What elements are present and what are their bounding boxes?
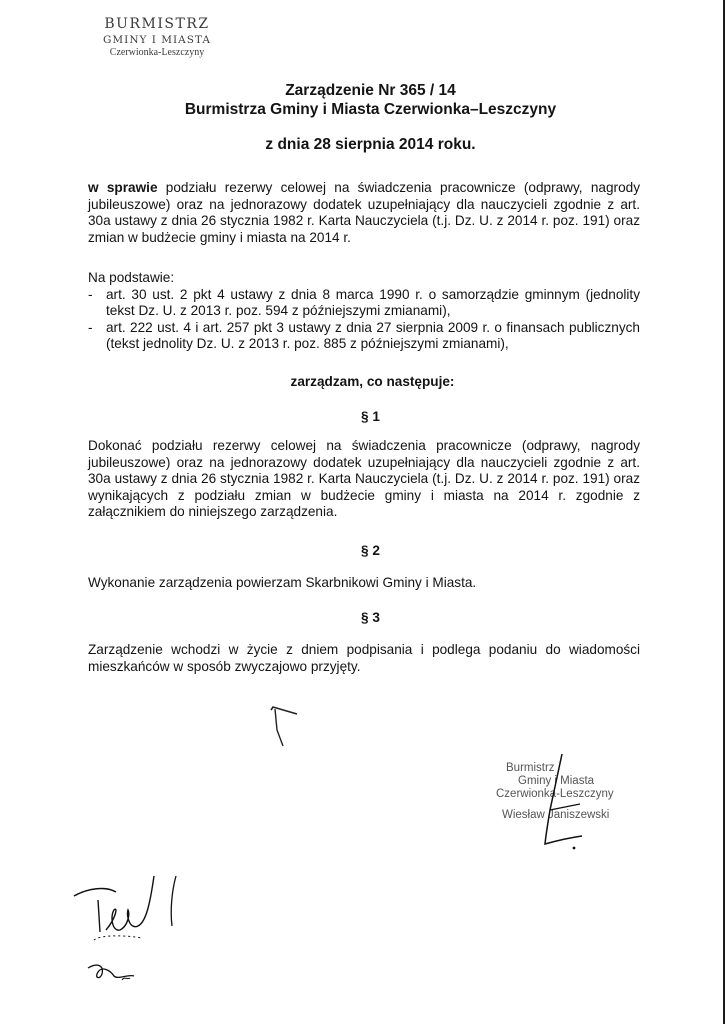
pen-mark [263, 702, 303, 752]
legal-basis-item-text: art. 222 ust. 4 i art. 257 pkt 3 ustawy z dnia 27 sierpnia 2009 r. o finansach publicznych (tekst jednolity Dz. U. z 2013 r. poz. 885 z późniejszymi zmianami), [106, 319, 640, 351]
header-stamp-line3: Czerwionka-Leszczyny [109, 47, 205, 58]
signature-stamp-line4: Wiesław Janiszewski [502, 809, 610, 821]
section-text-3: Zarządzenie wchodzi w życie z dniem podpisania i podlega podaniu do wiadomości mieszkańców w sposób zwyczajowo przyjęty. [88, 642, 640, 674]
legal-basis-item: - art. 222 ust. 4 i art. 257 pkt 3 ustawy z dnia 27 sierpnia 2009 r. o finansach publicznych (tekst jednolity Dz. U. z 2013 r. poz. 885 z późniejszymi zmianami), [88, 319, 640, 351]
legal-basis-item: - art. 30 ust. 2 pkt 4 ustawy z dnia 8 marca 1990 r. o samorządzie gminnym (jednolity tekst Dz. U. z 2013 r. poz. 594 z późniejszymi zmianami), [88, 286, 640, 318]
subject-paragraph [88, 180, 640, 246]
section-mark-1: § 1 [361, 409, 380, 424]
section-text-1: Dokonać podziału rezerwy celowej na świadczenia pracownicze (odprawy, nagrody jubileuszowe) oraz na jednorazowy dodatek uzupełniający dla nauczycieli zgodnie z art. 30a ustawy z dnia 26 stycznia 1982 r. Karta Nauczyciela (t.j. Dz. U. z 2014 r. poz. 191) oraz wynikających z podziału zmian w budżecie gminy i miasta na 2014 r. zgodnie z załącznikiem do niniejszego zarządzenia. [88, 438, 640, 519]
legal-basis-item-text: art. 30 ust. 2 pkt 4 ustawy z dnia 8 marca 1990 r. o samorządzie gminnym (jednolity tekst Dz. U. z 2013 r. poz. 594 z późniejszymi zmianami), [106, 286, 640, 318]
signature-stamp [490, 752, 640, 862]
header-stamp [62, 16, 252, 58]
signature-stamp-line1: Burmistrz [506, 762, 555, 774]
header-stamp-line2: GMINY I MIASTA [103, 34, 211, 46]
handwritten-signature-countersign [58, 870, 208, 1000]
subject-text: podziału rezerwy celowej na świadczenia pracownicze (odprawy, nagrody jubileuszowe) oraz na jednorazowy dodatek uzupełniający dla nauczycieli zgodnie z art. 30a ustawy z dnia 26 stycznia 1982 r. Karta Nauczyciela (t.j. Dz. U. z 2014 r. poz. 191) oraz zmian w budżecie gminy i miasta na 2014 r. [88, 180, 640, 245]
header-stamp-line1: BURMISTRZ [104, 16, 210, 32]
section-mark-2: § 2 [361, 543, 380, 558]
legal-basis-heading: Na podstawie: [88, 270, 175, 285]
document-date: z dnia 28 sierpnia 2014 roku. [265, 136, 476, 153]
legal-basis [88, 270, 640, 353]
handwritten-signature-mayor [490, 752, 640, 862]
subject-lead: w sprawie [88, 180, 158, 195]
document-issuer: Burmistrza Gminy i Miasta Czerwionka–Leszczyny [184, 101, 557, 118]
signature-stamp-line3: Czerwionka-Leszczyny [496, 788, 614, 800]
section-text-2: Wykonanie zarządzenia powierzam Skarbnikowi Gminy i Miasta. [88, 575, 477, 590]
document-title: Zarządzenie Nr 365 / 14 [285, 82, 456, 99]
section-mark-3: § 3 [361, 610, 380, 625]
decree-heading: zarządzam, co następuje: [290, 374, 455, 389]
signature-stamp-line2: Gminy i Miasta [518, 775, 595, 787]
